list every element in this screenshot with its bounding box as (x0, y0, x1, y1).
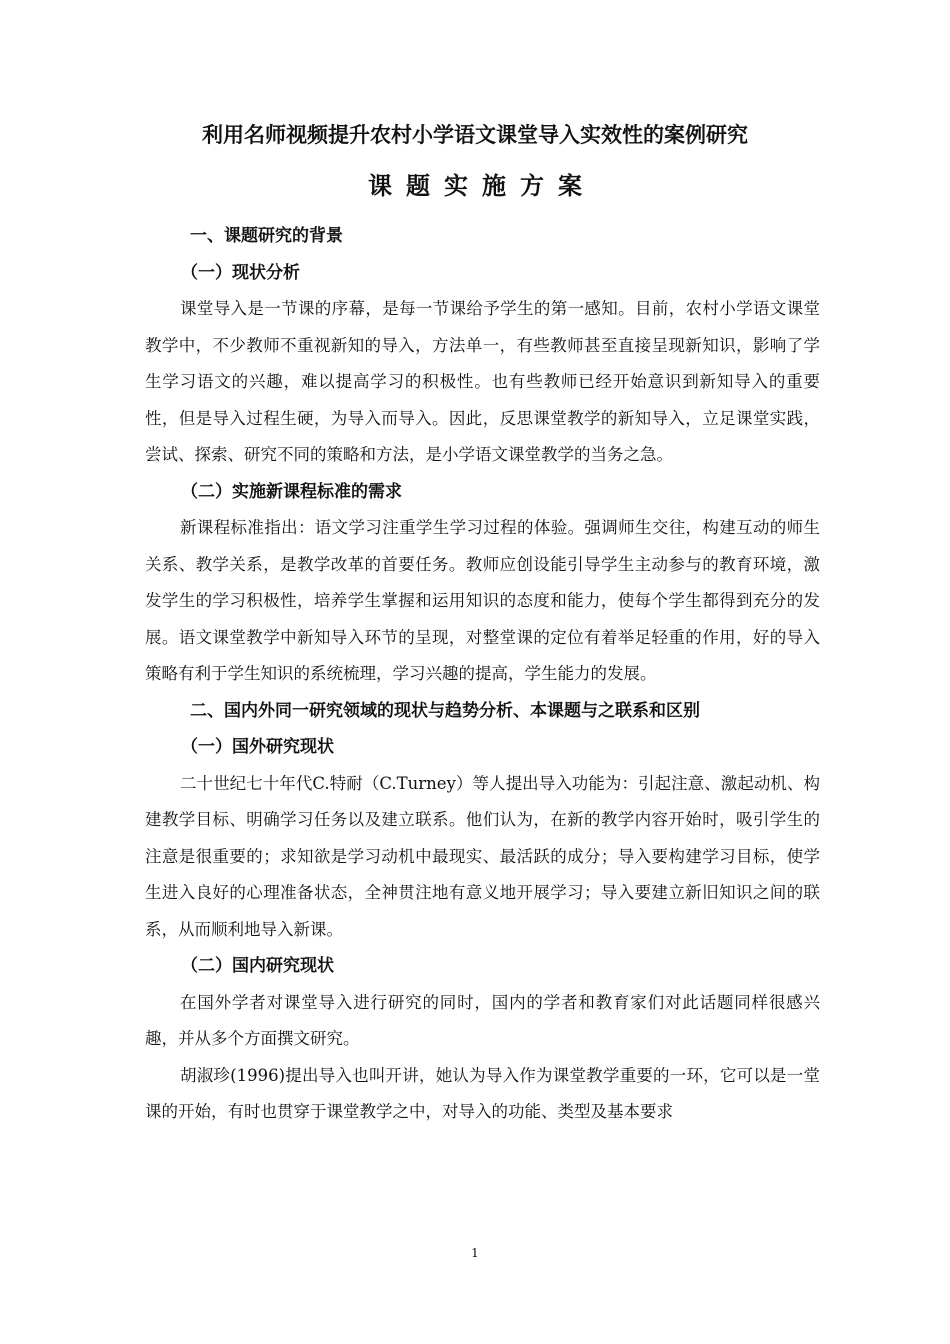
section-heading-background: 一、课题研究的背景 (190, 226, 343, 246)
paragraph-foreign-research: 二十世纪七十年代C.特耐（C.Turney）等人提出导入功能为：引起注意、激起动机、构建教学目标、明确学习任务以及建立联系。他们认为，在新的教学内容开始时，吸引学生的注意是很重要的；求知欲是学习动机中最现实、最活跃的成分；导入要构建学习目标，使学生进入良好的心理准备状态，全神贯注地有意义地开展学习；导入要建立新旧知识之间的联系，从而顺利地导入新课。 (145, 773, 820, 939)
paragraph-domestic-research-intro: 在国外学者对课堂导入进行研究的同时，国内的学者和教育家们对此话题同样很感兴趣，并从多个方面撰文研究。 (145, 992, 820, 1048)
paragraph-domestic-research-hu: 胡淑珍(1996)提出导入也叫开讲，她认为导入作为课堂教学重要的一环，它可以是一堂课的开始，有时也贯穿于课堂教学之中，对导入的功能、类型及基本要求 (145, 1065, 820, 1121)
document-title: 利用名师视频提升农村小学语文课堂导入实效性的案例研究 (202, 123, 748, 147)
subsection-heading-curriculum-needs: （二）实施新课程标准的需求 (181, 481, 402, 502)
paragraph-status-analysis: 课堂导入是一节课的序幕，是每一节课给予学生的第一感知。目前，农村小学语文课堂教学中，不少教师不重视新知的导入，方法单一，有些教师甚至直接呈现新知识，影响了学生学习语文的兴趣，难以提高学习的积极性。也有些教师已经开始意识到新知导入的重要性，但是导入过程生硬，为导入而导入。因此，反思课堂教学的新知导入，立足课堂实践，尝试、探索、研究不同的策略和方法，是小学语文课堂教学的当务之急。 (145, 299, 820, 464)
subsection-heading-domestic-research: （二）国内研究现状 (181, 956, 334, 976)
subsection-heading-foreign-research: （一）国外研究现状 (181, 737, 334, 757)
section-heading-research-status: 二、国内外同一研究领域的现状与趋势分析、本课题与之联系和区别 (190, 700, 700, 721)
paragraph-curriculum-needs: 新课程标准指出：语文学习注重学生学习过程的体验。强调师生交往，构建互动的师生关系、教学关系，是教学改革的首要任务。教师应创设能引导学生主动参与的教育环境，激发学生的学习积极性，培养学生掌握和运用知识的态度和能力，使每个学生都得到充分的发展。语文课堂教学中新知导入环节的呈现，对整堂课的定位有着举足轻重的作用，好的导入策略有利于学生知识的系统梳理，学习兴趣的提高，学生能力的发展。 (145, 518, 820, 683)
subsection-heading-status-analysis: （一）现状分析 (181, 262, 300, 283)
document-subtitle: 课题实施方案 (368, 172, 596, 200)
document-body (145, 218, 820, 1131)
page-number: 1 (471, 1246, 479, 1260)
